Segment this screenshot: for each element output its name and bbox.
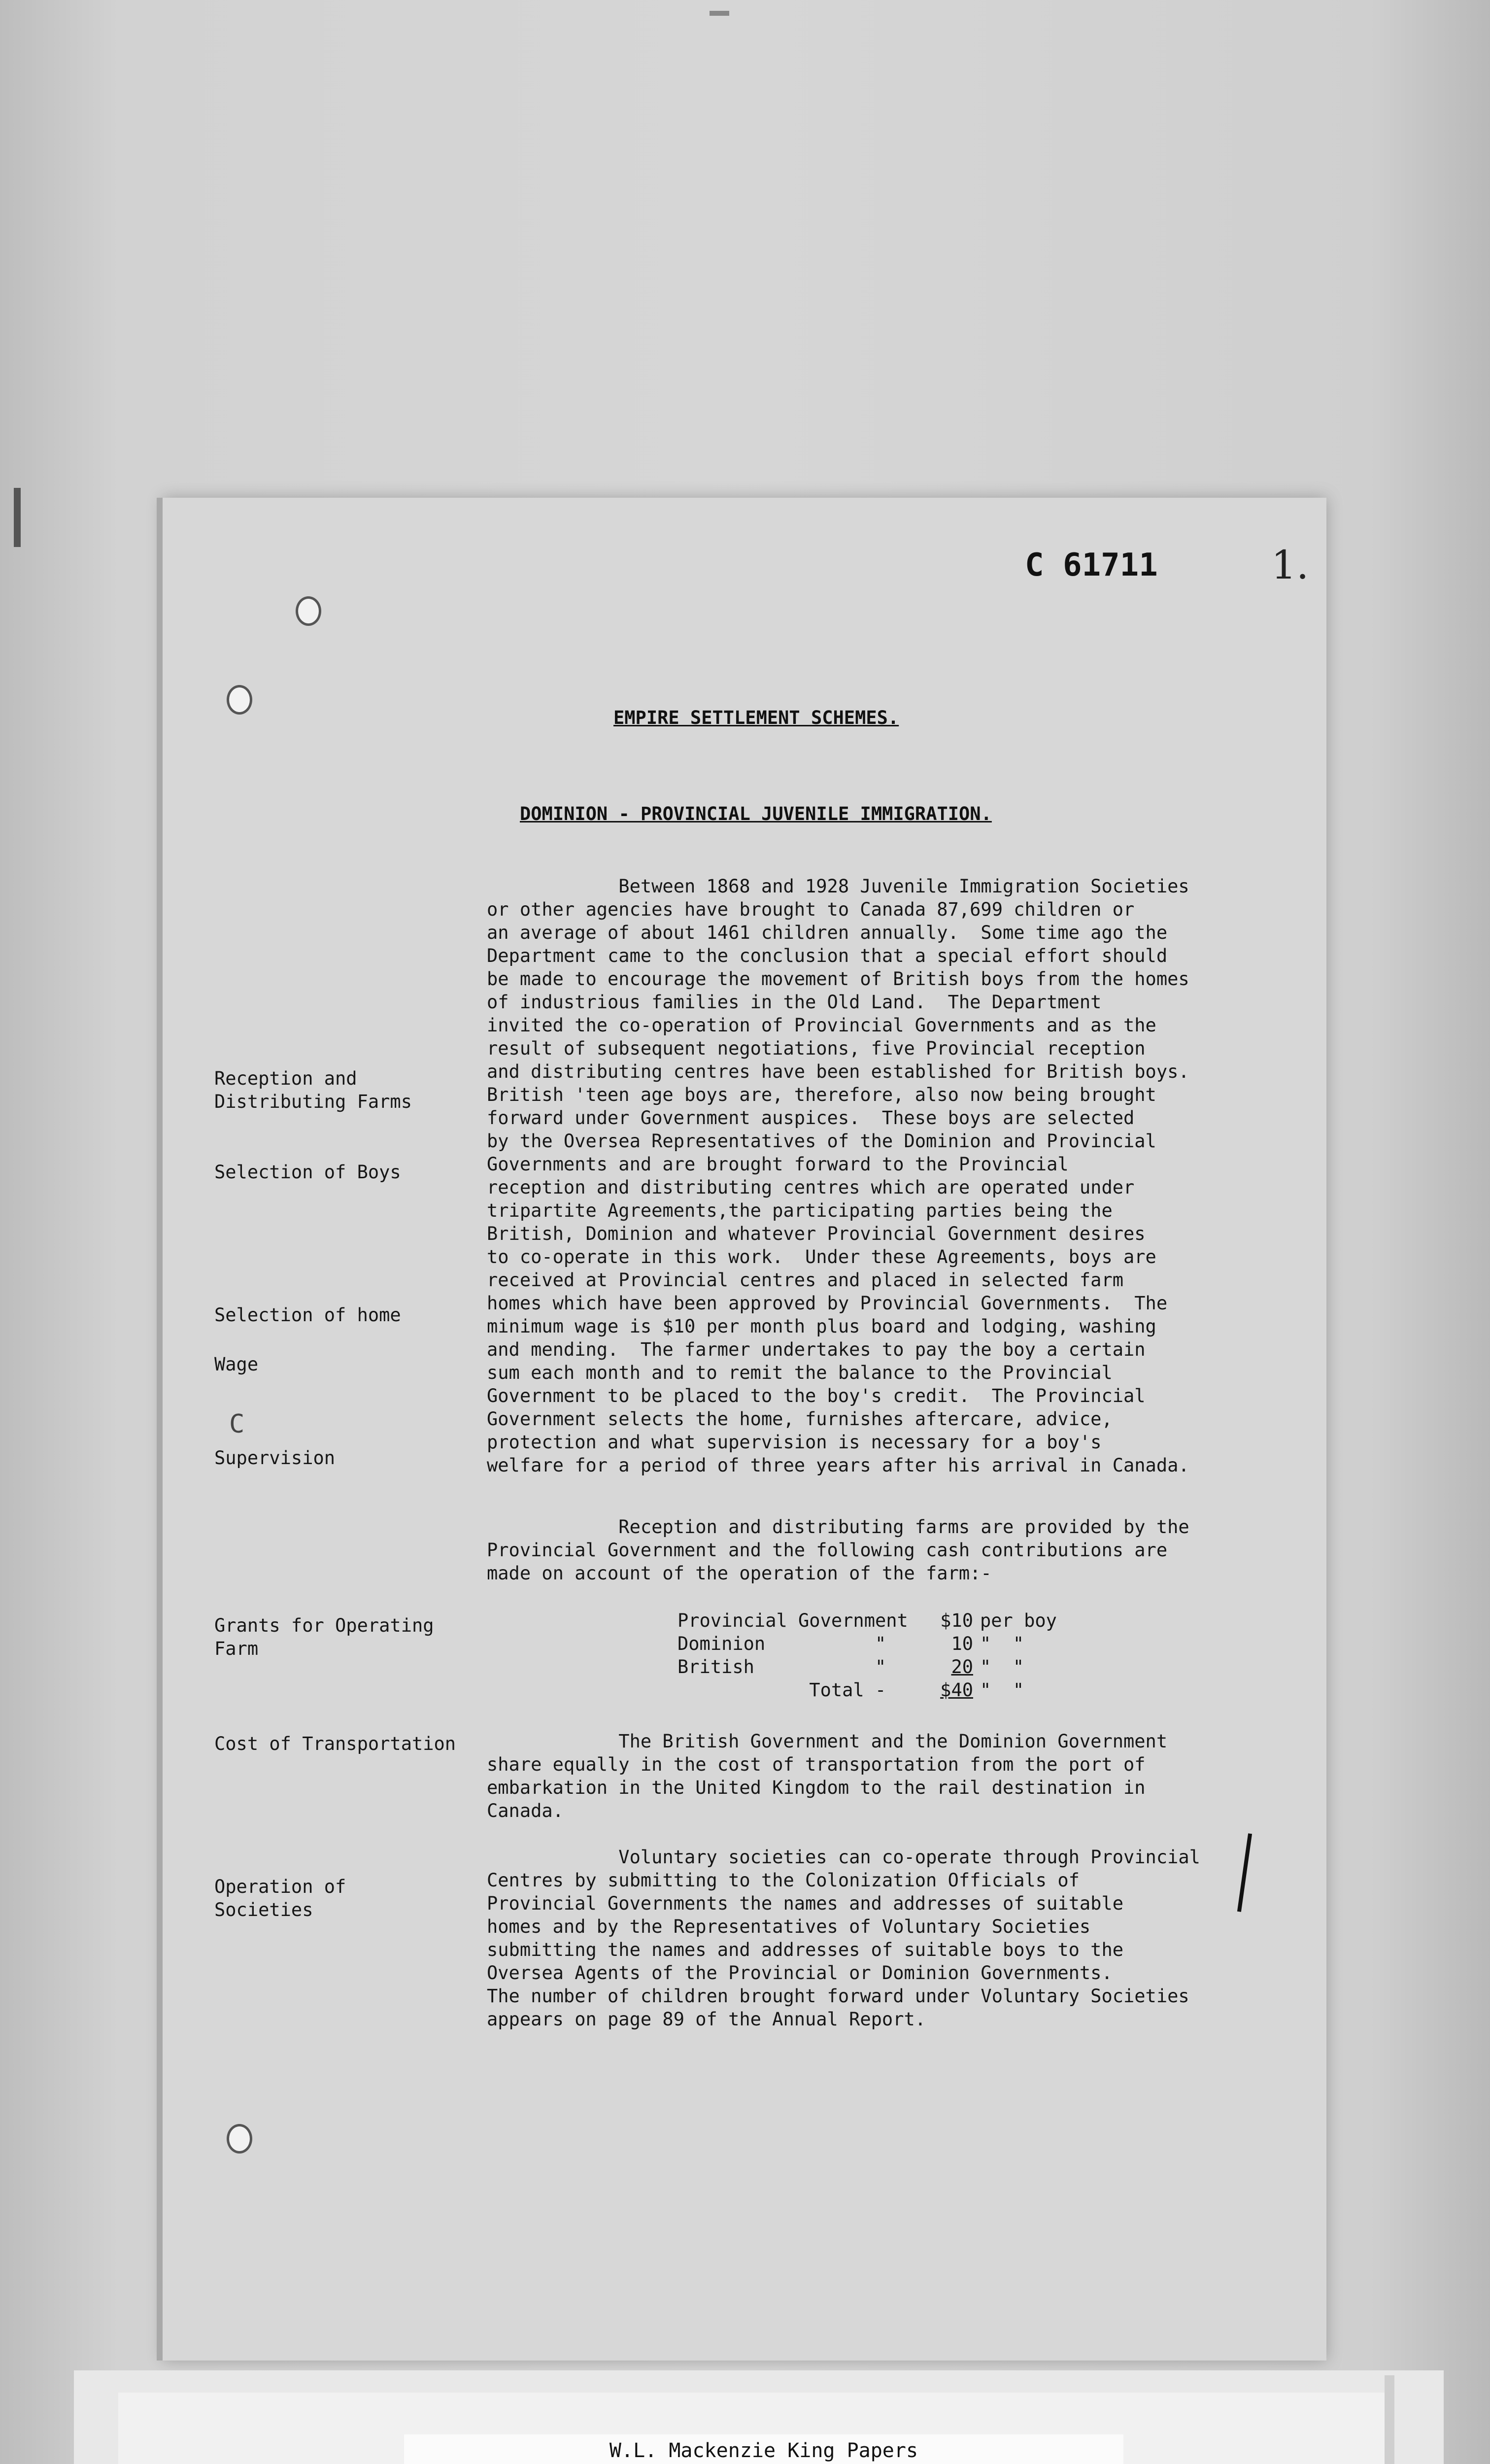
grants-row	[677, 1632, 1064, 1655]
text-line: Canada.	[487, 1800, 564, 1821]
margin-label-supervision: Supervision	[214, 1447, 336, 1469]
text-line: Provincial Governments the names and addresses of suitable	[487, 1893, 1124, 1914]
paragraph-transport	[487, 1730, 1255, 1822]
paragraph-intro	[487, 875, 1255, 1477]
text-line: Provincial Government and the following cash contributions are	[487, 1540, 1168, 1561]
grants-total-amount: $40	[940, 1679, 973, 1701]
sub-heading: DOMINION - PROVINCIAL JUVENILE IMMIGRATION.	[520, 803, 992, 824]
page-mark: 1.	[1271, 542, 1309, 588]
grants-unit: per boy	[980, 1610, 1057, 1631]
collection-line-1: W.L. Mackenzie King Papers	[609, 2439, 918, 2462]
grants-label: Total -	[677, 1679, 886, 1701]
text-line: and distributing centres have been established for British boys.	[487, 1061, 1189, 1082]
text-line: embarkation in the United Kingdom to the rail destination in	[487, 1777, 1146, 1798]
text-line: be made to encourage the movement of British boys from the homes	[487, 968, 1189, 990]
punch-hole	[227, 2124, 252, 2154]
text-line: appears on page 89 of the Annual Report.	[487, 2009, 926, 2030]
text-line: tripartite Agreements,the participating parties being the	[487, 1200, 1113, 1221]
text-line: homes which have been approved by Provincial Governments. The	[487, 1293, 1168, 1314]
grants-unit: " "	[980, 1633, 1024, 1654]
margin-label-selection-home: Selection of home	[214, 1304, 401, 1326]
text-line: homes and by the Representatives of Voluntary Societies	[487, 1916, 1091, 1937]
grants-label: British "	[677, 1656, 886, 1677]
film-edge-mark	[14, 488, 21, 547]
text-line: The British Government and the Dominion Government	[487, 1731, 1168, 1752]
text-line: Oversea Agents of the Provincial or Dominion Governments.	[487, 1962, 1113, 1984]
text-line: or other agencies have brought to Canada 87,699 children or	[487, 899, 1135, 920]
pencil-mark: C	[229, 1409, 245, 1439]
text-line: protection and what supervision is necessary for a boy's	[487, 1432, 1102, 1453]
reference-number: C 61711	[1025, 547, 1158, 583]
text-line: sum each month and to remit the balance to the Provincial	[487, 1362, 1113, 1383]
grants-unit: " "	[980, 1656, 1024, 1677]
text-line: and mending. The farmer undertakes to pay the boy a certain	[487, 1339, 1146, 1360]
text-line: forward under Government auspices. These boys are selected	[487, 1107, 1135, 1129]
punch-hole	[296, 596, 321, 626]
grants-unit: " "	[980, 1679, 1024, 1701]
text-line: welfare for a period of three years after his arrival in Canada.	[487, 1455, 1189, 1476]
margin-label-wage: Wage	[214, 1354, 259, 1375]
margin-label-societies: Operation of Societies	[214, 1876, 346, 1920]
text-line: The number of children brought forward under Voluntary Societies	[487, 1985, 1189, 2007]
text-line: Centres by submitting to the Colonization Officials of	[487, 1870, 1080, 1891]
film-mark	[710, 11, 729, 16]
punch-hole	[227, 685, 252, 715]
grants-amount: 20	[951, 1656, 973, 1677]
grants-table	[677, 1609, 1064, 1702]
grants-row	[677, 1655, 1064, 1678]
margin-label-grants: Grants for Operating Farm	[214, 1615, 434, 1659]
text-line: Voluntary societies can co-operate through Provincial	[487, 1847, 1200, 1868]
grants-amount: $10	[940, 1610, 973, 1631]
text-line: made on account of the operation of the farm:-	[487, 1563, 992, 1584]
text-line: share equally in the cost of transportation from the port of	[487, 1754, 1146, 1775]
margin-label-reception: Reception and Distributing Farms	[214, 1068, 412, 1112]
text-line: by the Oversea Representatives of the Dominion and Provincial	[487, 1130, 1156, 1152]
text-line: submitting the names and addresses of suitable boys to the	[487, 1939, 1124, 1960]
grants-label: Provincial Government	[677, 1610, 908, 1631]
text-line: of industrious families in the Old Land. The Department	[487, 992, 1102, 1013]
text-line: Department came to the conclusion that a special effort should	[487, 945, 1168, 966]
text-line: to co-operate in this work. Under these Agreements, boys are	[487, 1246, 1156, 1267]
grants-label: Dominion "	[677, 1633, 886, 1654]
grants-total-row	[677, 1678, 1064, 1702]
grants-row	[677, 1609, 1064, 1632]
text-line: British 'teen age boys are, therefore, also now being brought	[487, 1084, 1156, 1105]
main-heading: EMPIRE SETTLEMENT SCHEMES.	[613, 707, 899, 728]
label-card-edge	[1385, 2375, 1394, 2464]
margin-label-selection-boys: Selection of Boys	[214, 1162, 401, 1183]
text-line: Reception and distributing farms are provided by the	[487, 1516, 1189, 1538]
text-line: result of subsequent negotiations, five Provincial reception	[487, 1038, 1146, 1059]
text-line: reception and distributing centres which are operated under	[487, 1177, 1135, 1198]
text-line: received at Provincial centres and placed in selected farm	[487, 1269, 1124, 1291]
paragraph-farms	[487, 1515, 1255, 1585]
text-line: British, Dominion and whatever Provincial Government desires	[487, 1223, 1146, 1244]
margin-label-transport: Cost of Transportation	[214, 1733, 456, 1754]
paragraph-societies	[487, 1846, 1255, 2031]
grants-amount: 10	[951, 1633, 973, 1654]
text-line: Between 1868 and 1928 Juvenile Immigration Societies	[487, 876, 1189, 897]
text-line: an average of about 1461 children annually. Some time ago the	[487, 922, 1168, 943]
text-line: Government selects the home, furnishes aftercare, advice,	[487, 1408, 1113, 1430]
text-line: Government to be placed to the boy's credit. The Provincial	[487, 1385, 1146, 1406]
text-line: minimum wage is $10 per month plus board and lodging, washing	[487, 1316, 1156, 1337]
text-line: Governments and are brought forward to the Provincial	[487, 1154, 1069, 1175]
text-line: invited the co-operation of Provincial Governments and as the	[487, 1015, 1156, 1036]
